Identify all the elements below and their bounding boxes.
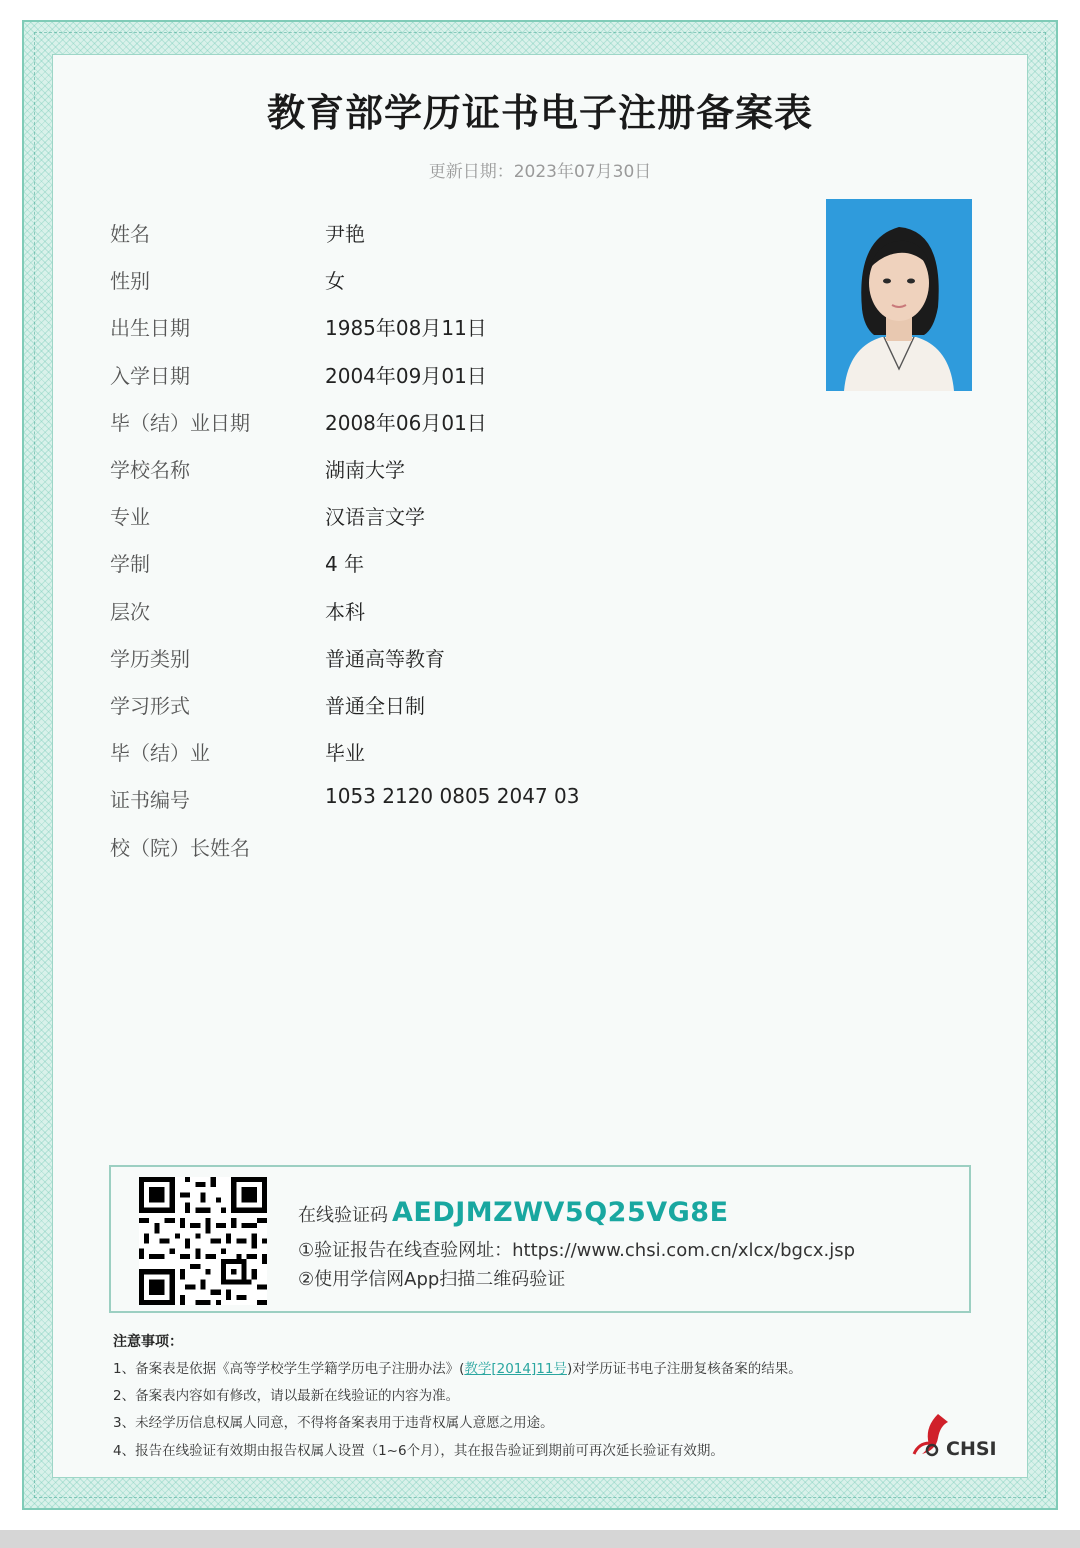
field-row xyxy=(0,454,700,484)
field-row xyxy=(0,407,700,437)
field-row xyxy=(0,312,700,342)
field-value: 本科 xyxy=(325,600,365,624)
field-label: 学制 xyxy=(110,552,150,576)
field-row xyxy=(0,218,700,248)
field-row xyxy=(0,690,700,720)
verification-url-text: ①验证报告在线查验网址：https://www.chsi.com.cn/xlcx/bgcx.jsp xyxy=(298,1240,856,1261)
update-date: 更新日期：2023年07月30日 xyxy=(428,162,652,182)
field-value: 尹艳 xyxy=(325,222,365,246)
chsi-logo-text: CHSI xyxy=(946,1438,997,1460)
field-value: 2004年09月01日 xyxy=(325,364,487,388)
field-value: 2008年06月01日 xyxy=(325,411,487,435)
field-value: 1053 2120 0805 2047 03 xyxy=(325,784,580,808)
field-row xyxy=(0,501,700,531)
field-row xyxy=(0,832,700,862)
field-value: 普通全日制 xyxy=(325,694,425,718)
note-item: 3、未经学历信息权属人同意，不得将备案表用于违背权属人意愿之用途。 xyxy=(113,1415,554,1431)
verification-box xyxy=(109,1165,971,1313)
field-label: 学校名称 xyxy=(110,458,190,482)
qr-code-icon[interactable] xyxy=(139,1177,267,1305)
bottom-bar xyxy=(0,1530,1080,1548)
page-title: 教育部学历证书电子注册备案表 xyxy=(266,91,813,135)
verification-code-label: 在线验证码 xyxy=(298,1205,388,1226)
field-label: 出生日期 xyxy=(110,316,190,340)
field-row xyxy=(0,548,700,578)
field-label: 毕（结）业日期 xyxy=(110,411,250,435)
field-label: 学习形式 xyxy=(110,694,190,718)
note-item: 2、备案表内容如有修改，请以最新在线验证的内容为准。 xyxy=(113,1388,460,1404)
field-row xyxy=(0,643,700,673)
field-label: 层次 xyxy=(110,600,150,624)
field-value: 1985年08月11日 xyxy=(325,316,487,340)
field-label: 姓名 xyxy=(110,222,150,246)
field-label: 学历类别 xyxy=(110,647,190,671)
verification-code: AEDJMZWV5Q25VG8E xyxy=(392,1197,729,1228)
field-row xyxy=(0,737,700,767)
regulation-link[interactable]: 教学[2014]11号 xyxy=(464,1361,567,1377)
note-text: )对学历证书电子注册复核备案的结果。 xyxy=(566,1361,802,1377)
field-value: 4 年 xyxy=(325,552,365,576)
field-row xyxy=(0,596,700,626)
field-value: 湖南大学 xyxy=(325,458,405,482)
field-value: 汉语言文学 xyxy=(325,505,425,529)
id-photo xyxy=(826,199,972,391)
note-item: 4、报告在线验证有效期由报告权属人设置（1~6个月），其在报告验证到期前可再次延长验证有效期。 xyxy=(113,1443,724,1459)
notes-title: 注意事项： xyxy=(113,1334,183,1350)
verification-app-text: ②使用学信网App扫描二维码验证 xyxy=(298,1269,566,1290)
portrait-image xyxy=(826,199,972,391)
field-row xyxy=(0,360,700,390)
verification-code-line xyxy=(298,1197,729,1228)
field-label: 毕（结）业 xyxy=(110,741,210,765)
field-label: 性别 xyxy=(110,269,150,293)
field-label: 证书编号 xyxy=(110,788,190,812)
field-value: 女 xyxy=(325,269,345,293)
field-row xyxy=(0,784,700,814)
field-value: 毕业 xyxy=(325,741,365,765)
field-value: 普通高等教育 xyxy=(325,647,445,671)
note-text: 1、备案表是依据《高等学校学生学籍学历电子注册办法》( xyxy=(113,1361,465,1377)
field-label: 校（院）长姓名 xyxy=(110,836,250,860)
note-item xyxy=(113,1357,802,1377)
field-label: 入学日期 xyxy=(110,364,190,388)
field-label: 专业 xyxy=(110,505,150,529)
field-row xyxy=(0,265,700,295)
